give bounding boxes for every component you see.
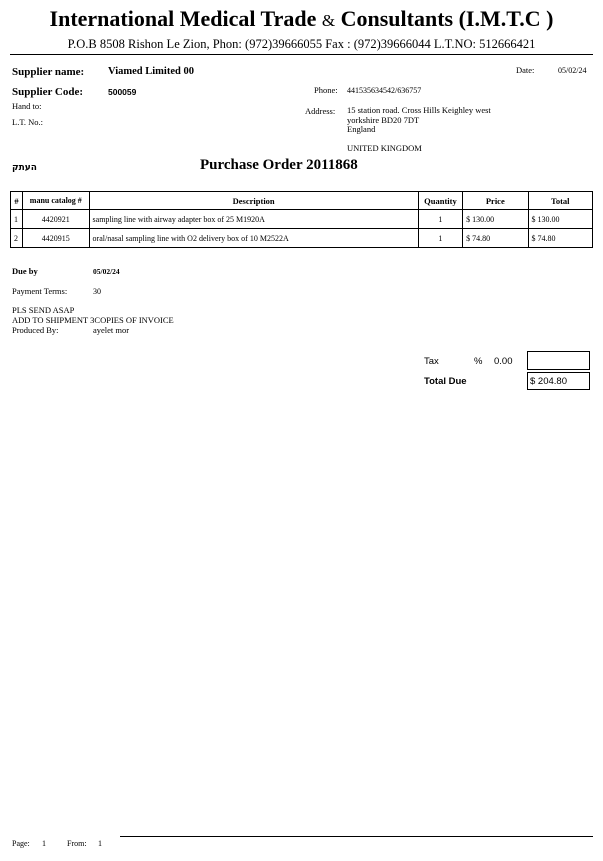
total-due-value: $ 204.80 xyxy=(527,372,590,390)
due-by-label: Due by xyxy=(12,266,38,276)
col-header-price: Price xyxy=(463,192,528,210)
date-value: 05/02/24 xyxy=(558,66,587,75)
total-due-label: Total Due xyxy=(424,376,467,387)
phone-value: 441535634542/636757 xyxy=(347,86,422,95)
supplier-code-label: Supplier Code: xyxy=(12,86,84,98)
hand-to-label: Hand to: xyxy=(12,101,42,111)
cell-index: 2 xyxy=(11,229,23,248)
cell-catalog: 4420921 xyxy=(23,210,89,229)
produced-by-value: ayelet mor xyxy=(93,325,130,335)
col-header-total: Total xyxy=(528,192,592,210)
company-title xyxy=(0,6,603,32)
col-header-catalog: manu catalog # xyxy=(23,192,89,210)
table-row xyxy=(11,210,593,229)
cell-index: 1 xyxy=(11,210,23,229)
due-by-value: 05/02/24 xyxy=(93,267,120,276)
company-name-part2: Consultants (I.M.T.C ) xyxy=(340,6,554,31)
page-label: Page: xyxy=(12,839,30,848)
address-line: England xyxy=(347,124,376,134)
table-row xyxy=(11,229,593,248)
footer-divider xyxy=(120,836,593,837)
cell-quantity: 1 xyxy=(418,210,462,229)
items-table xyxy=(10,191,593,248)
note-line-2: ADD TO SHIPMENT 3COPIES OF INVOICE xyxy=(12,315,174,325)
cell-total: $ 130.00 xyxy=(528,210,592,229)
cell-price: $ 130.00 xyxy=(463,210,528,229)
cell-price: $ 74.80 xyxy=(463,229,528,248)
phone-label: Phone: xyxy=(314,85,338,95)
from-value: 1 xyxy=(98,839,102,848)
tax-percent-sign: % xyxy=(474,356,483,367)
address-line: UNITED KINGDOM xyxy=(347,143,422,153)
header-divider xyxy=(10,54,593,55)
ampersand: & xyxy=(321,11,336,30)
date-label: Date: xyxy=(516,65,535,75)
cell-quantity: 1 xyxy=(418,229,462,248)
tax-rate: 0.00 xyxy=(494,356,513,367)
note-line-1: PLS SEND ASAP xyxy=(12,305,75,315)
company-name-part1: International Medical Trade xyxy=(49,6,317,31)
supplier-code-value: 500059 xyxy=(108,87,137,97)
col-header-index: # xyxy=(11,192,23,210)
copy-label: העתק xyxy=(12,163,37,173)
payment-terms-label: Payment Terms: xyxy=(12,286,68,296)
cell-description: oral/nasal sampling line with O2 delivery box of 10 M2522A xyxy=(89,229,418,248)
table-header-row xyxy=(11,192,593,210)
company-contact-line: P.O.B 8508 Rishon Le Zion, Phon: (972)39666055 Fax : (972)39666044 L.T.NO: 512666421 xyxy=(67,37,536,51)
supplier-name-label: Supplier name: xyxy=(12,66,85,78)
tax-label: Tax xyxy=(424,356,439,367)
produced-by-label: Produced By: xyxy=(12,325,59,335)
cell-total: $ 74.80 xyxy=(528,229,592,248)
address-block xyxy=(347,106,491,154)
cell-catalog: 4420915 xyxy=(23,229,89,248)
cell-description: sampling line with airway adapter box of 25 M1920A xyxy=(89,210,418,229)
purchase-order-title: Purchase Order 2011868 xyxy=(200,157,358,173)
payment-terms-value: 30 xyxy=(93,287,101,296)
page-value: 1 xyxy=(42,839,46,848)
address-label: Address: xyxy=(305,106,336,116)
col-header-quantity: Quantity xyxy=(418,192,462,210)
col-header-description: Description xyxy=(89,192,418,210)
address-line: 15 station road. Cross Hills Keighley west xyxy=(347,105,491,115)
supplier-name-value: Viamed Limited 00 xyxy=(108,66,194,77)
address-line: yorkshire BD20 7DT xyxy=(347,114,420,125)
tax-amount-box xyxy=(527,351,590,370)
from-label: From: xyxy=(67,839,87,848)
lt-no-label: L.T. No.: xyxy=(12,117,44,127)
